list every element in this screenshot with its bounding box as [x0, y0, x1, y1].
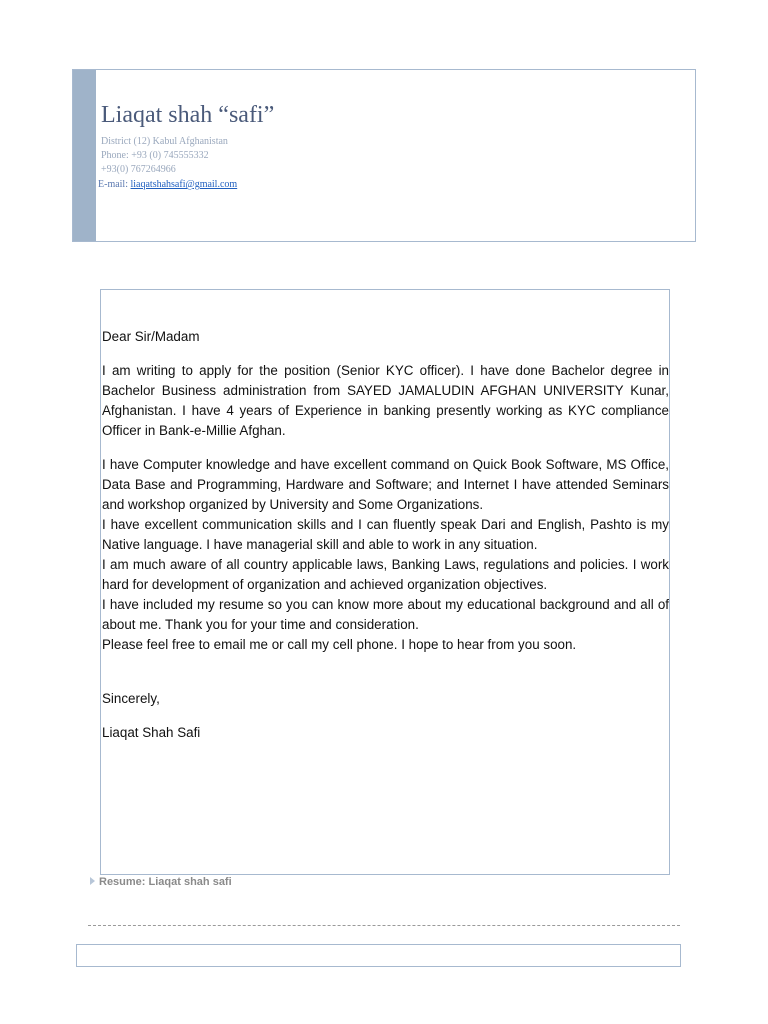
salutation: Dear Sir/Madam	[102, 329, 200, 344]
paragraph-application: I am writing to apply for the position (Senior KYC officer). I have done Bachelor degree in Bachelor Business administration from SAYED JAMALUDIN AFGHAN UNIVERSITY Kunar, Afghanistan. I have 4 years of Experience in banking presently working as KYC compliance Officer in Bank-e-Millie Afghan.	[102, 363, 669, 438]
address-line: District (12) Kabul Afghanistan	[101, 136, 228, 147]
header-box	[72, 69, 696, 242]
closing: Sincerely,	[102, 691, 160, 706]
footer-label	[90, 876, 232, 888]
paragraph-laws: I am much aware of all country applicable laws, Banking Laws, regulations and policies. I work hard for development of organization and achieved organization objectives.	[102, 557, 669, 592]
footer-box	[76, 944, 681, 967]
footer-label-text: Resume: Liaqat shah safi	[99, 876, 232, 888]
phone-line-2: +93(0) 767264966	[101, 164, 176, 175]
letter-body	[102, 455, 669, 655]
signature-name: Liaqat Shah Safi	[102, 725, 201, 740]
phone-line-1: Phone: +93 (0) 745555332	[101, 150, 209, 161]
footer-divider	[88, 925, 680, 926]
paragraph-skills: I have Computer knowledge and have excellent command on Quick Book Software, MS Office, Data Base and Programming, Hardware and Software; and Internet I have attended Seminars and workshop organized by University and Some Organizations.	[102, 457, 669, 512]
email-link[interactable]: liaqatshahsafi@gmail.com	[130, 179, 238, 190]
applicant-name: Liaqat shah “safi”	[101, 102, 275, 128]
paragraph-resume: I have included my resume so you can know more about my educational background and all of about me. Thank you for your time and consideration.	[102, 597, 669, 632]
paragraph-contact: Please feel free to email me or call my cell phone. I hope to hear from you soon.	[102, 637, 577, 652]
paragraph-communication: I have excellent communication skills and I can fluently speak Dari and English, Pashto is my Native language. I have managerial skill and able to work in any situation.	[102, 517, 669, 552]
letter-box	[100, 289, 670, 875]
triangle-arrow-icon	[90, 877, 95, 885]
email-line	[98, 178, 237, 192]
header-accent-bar	[73, 70, 96, 241]
email-label: E-mail:	[98, 179, 131, 190]
